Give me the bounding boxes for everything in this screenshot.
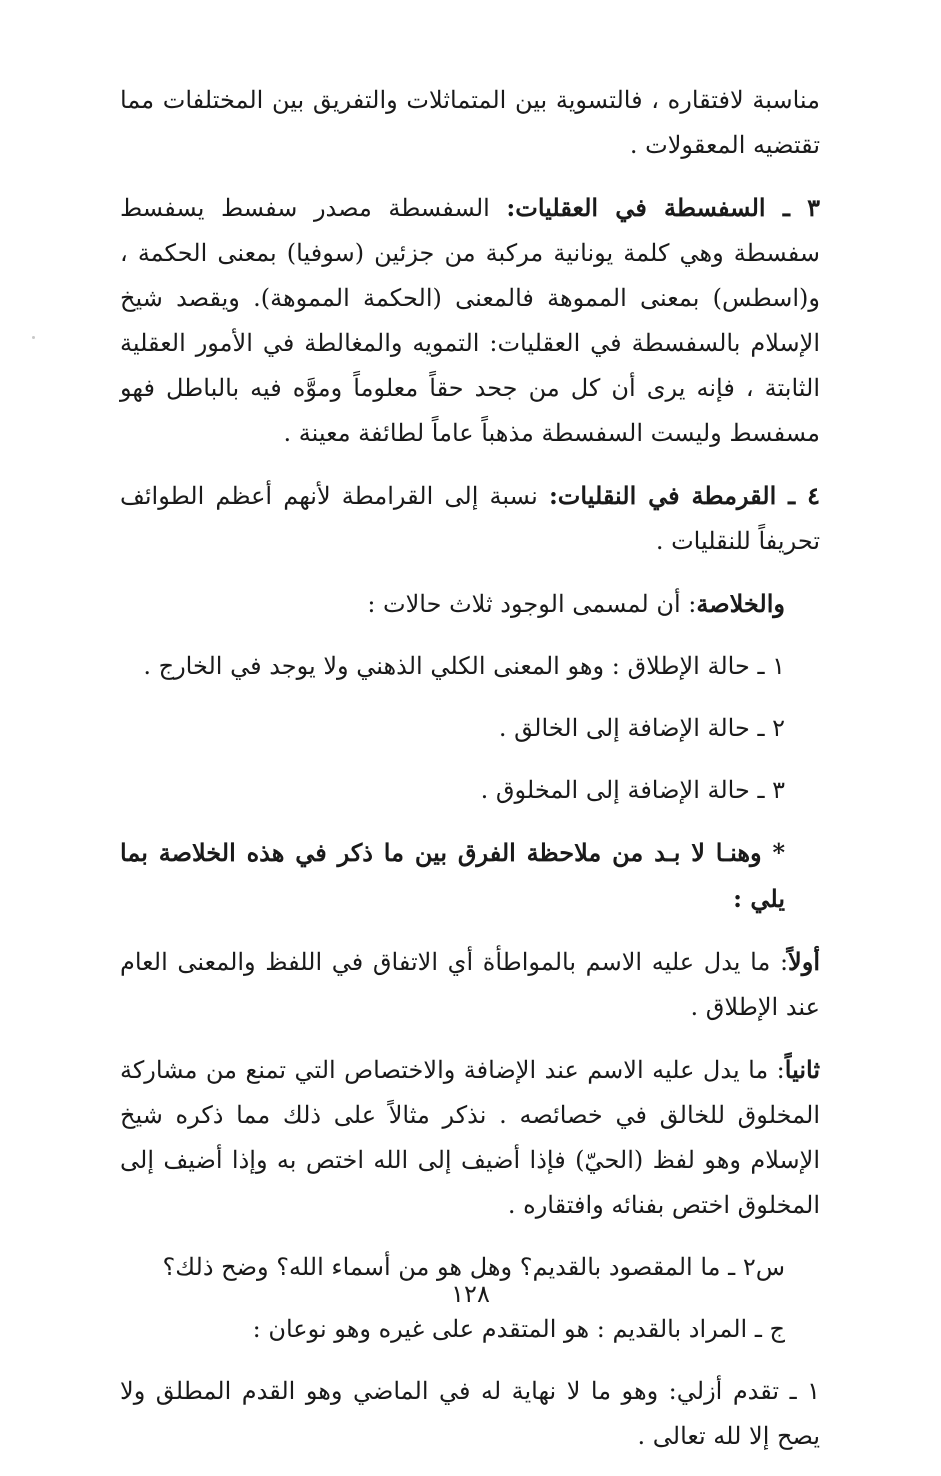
list-item-eternal [120,1369,820,1459]
answer-2 [120,1307,820,1352]
paragraph-heading: أولاً [788,947,820,976]
paragraph-continuation [120,78,820,168]
paragraph-text: السفسطة مصدر سفسط يسفسط سفسطة وهي كلمة يونانية مركبة من جزئين (سوفيا) بمعنى الحكمة ، و(اسطس) بمعنى المموهة فالمعنى (الحكمة المموهة). ويقصد شيخ الإسلام بالسفسطة في العقليات: التمويه والمغالطة في الأمور العقلية الثابتة ، فإنه يرى أن كل من جحد حقاً معلوماً وموَّه فيه بالباطل فهو مسفسط وليست السفسطة مذهباً عاماً لطائفة معينة . [120,194,820,447]
list-item-text: ١ ـ حالة الإطلاق : وهو المعنى الكلي الذهني ولا يوجد في الخارج . [143,652,785,680]
paragraph-heading: ٤ ـ القرمطة في النقليات: [548,481,820,510]
paragraph-text: : ما يدل عليه الاسم عند الإضافة والاختصاص التي تمنع من مشاركة المخلوق للخالق في خصائصه . نذكر مثالاً على ذلك مما ذكره شيخ الإسلام وهو لفظ (الحيّ) فإذا أضيف إلى الله اختص به وإذا أضيف إلى المخلوق اختص بفنائه وافتقاره . [120,1056,820,1219]
paragraph-first [120,939,820,1030]
paragraph-text: : ما يدل عليه الاسم بالمواطأة أي الاتفاق في اللفظ والمعنى العام عند الإطلاق . [120,948,820,1021]
paragraph-heading: * وهنـا لا بـد من ملاحظة الفرق بين ما ذكر في هذه الخلاصة بما يلي : [120,838,785,913]
paragraph-heading: ثانياً [784,1055,820,1084]
list-item-state-1 [120,644,820,689]
paragraph-summary [120,581,820,627]
paragraph-heading: ٣ ـ السفسطة في العقليات: [506,193,821,222]
answer-text: ج ـ المراد بالقديم : هو المتقدم على غيره وهو نوعان : [252,1315,785,1343]
list-item-text: ١ ـ تقدم أزلي: وهو ما لا نهاية له في الماضي وهو القدم المطلق ولا يصح إلا لله تعالى . [120,1377,820,1450]
scan-speck [32,336,35,339]
paragraph-heading: والخلاصة [696,589,785,618]
body-text [120,78,820,1476]
question-text: س٢ ـ ما المقصود بالقديم؟ وهل هو من أسماء الله؟ وضح ذلك؟ [162,1253,785,1281]
paragraph-note [120,830,820,922]
paragraph-qarmata [120,473,820,564]
paragraph-sophistry [120,185,820,456]
list-item-text: ٢ ـ حالة الإضافة إلى الخالق . [498,714,785,742]
list-item-text: ٣ ـ حالة الإضافة إلى المخلوق . [480,776,785,804]
paragraph-text: مناسبة لافتقاره ، فالتسوية بين المتماثلات والتفريق بين المختلفات مما تقتضيه المعقولات . [120,86,820,159]
page-number: ١٢٨ [451,1280,490,1308]
paragraph-second [120,1047,820,1228]
list-item-state-2 [120,706,820,751]
list-item-state-3 [120,768,820,813]
paragraph-text: نسبة إلى القرامطة لأنهم أعظم الطوائف تحريفاً للنقليات . [120,482,820,555]
paragraph-text: : أن لمسمى الوجود ثلاث حالات : [367,590,697,618]
